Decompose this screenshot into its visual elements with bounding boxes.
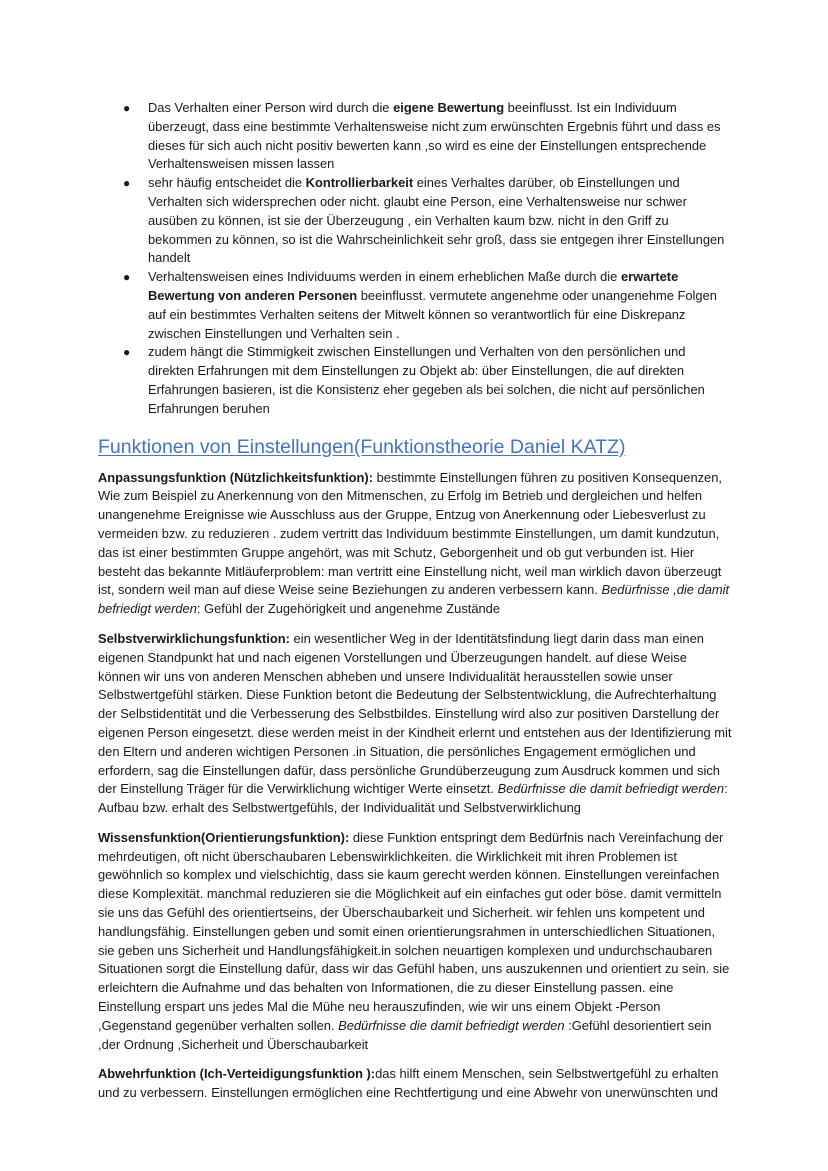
bullet-list [98, 99, 732, 419]
list-item: ● zudem hängt die Stimmigkeit zwischen Einstellungen und Verhalten von den persönlichen und direkten Erfahrungen mit dem Einstellungen zu Objekt ab: über Einstellungen, die auf direkten Erfahrungen basieren, ist die Konsistenz eher gegeben als bei solchen, die nicht auf persönlichen Erfahrungen beruhen [123, 344, 705, 416]
list-item: ● Das Verhalten einer Person wird durch die eigene Bewertung beeinflusst. Ist ein Individuum überzeugt, dass eine bestimmte Verhaltensweise nicht zum erwünschten Ergebnis führt und dass es dieses für sich auch nicht positiv bewerten kann ,so wird es eine der Einstellungen entsprechende Verhaltensweisen missen lassen [123, 100, 721, 172]
bullet-icon: ● [123, 176, 131, 191]
paragraph-abwehrfunktion: Abwehrfunktion (Ich-Verteidigungsfunktion ):das hilft einem Menschen, sein Selbstwertgefühl zu erhalten und zu verbessern. Einstellungen ermöglichen eine Rechtfertigung und eine Abwehr von unerwünschten und [98, 1066, 719, 1101]
paragraph-wissensfunktion: Wissensfunktion(Orientierungsfunktion): diese Funktion entspringt dem Bedürfnis nach Vereinfachung der mehrdeutigen, oft nicht überschaubaren Lebenswirklichkeiten. die Wirklichkeit mit ihren Problemen ist gewöhnlich so komplex und vielschichtig, dass sie kaum gerecht werden können. Einstellungen vereinfachen diese Komplexität. manchmal reduzieren sie die Möglichkeit auf ein einfaches gut oder böse. damit vermitteln sie uns das Gefühl des orientiertseins, der Überschaubarkeit und Sicherheit. wir fehlen uns kompetent und handlungsfähig. Einstellungen geben und somit einen orientierungsrahmen in unterschiedlichen Situationen, sie geben uns Sicherheit und Handlungsfähigkeit.in solchen neuartigen komplexen und undurchschaubaren Situationen sorgt die Einstellung dafür, dass wir das Gefühl haben, uns auszukennen und orientiert zu sein. sie erleichtern die Aufnahme und das behalten von Informationen, die zu dieser Einstellung passen. eine Einstellung erspart uns jedes Mal die Mühe neu herauszufinden, wie wir uns einem Objekt -Person ,Gegenstand gegenüber verhalten sollen. Bedürfnisse die damit befriedigt werden :Gefühl desorientiert sein ,der Ordnung ,Sicherheit und Überschaubarkeit [98, 829, 730, 1052]
bullet-icon: ● [123, 270, 131, 285]
bullet-icon: ● [123, 345, 131, 360]
list-item: ● Verhaltensweisen eines Individuums werden in einem erheblichen Maße durch die erwartete Bewertung von anderen Personen beeinflusst. vermutete angenehme oder unangenehme Folgen auf ein bestimmtes Verhalten seitens der Mitwelt können so verantwortlich für eine Diskrepanz zwischen Einstellungen und Verhalten sein . [123, 269, 717, 341]
list-item: ● sehr häufig entscheidet die Kontrollierbarkeit eines Verhaltes darüber, ob Einstellungen und Verhalten sich widersprechen oder nicht. glaubt eine Person, eine Verhaltensweise nur schwer ausüben zu können, ist sie der Überzeugung , ein Verhalten kaum bzw. nicht in den Griff zu bekommen zu können, so ist die Wahrscheinlichkeit sehr groß, dass sie entgegen ihrer Einstellungen handelt [123, 175, 725, 266]
bullet-icon: ● [123, 101, 131, 115]
paragraph-selbstverwirklichungsfunktion: Selbstverwirklichungsfunktion: ein wesentlicher Weg in der Identitätsfindung liegt darin dass man einen eigenen Standpunkt hat und nach eigenen Vorstellungen und Überzeugungen handelt. auf diese Weise können wir uns von anderen Menschen abheben und unsere Individualität herausstellen sowie unser Selbstwertgefühl stärken. Diese Funktion betont die Bedeutung der Selbstentwicklung, die Aufrechterhaltung der Selbstidentität und die Verbesserung des Selbstbildes. Einstellung wird also zur positiven Darstellung der eigenen Person eingesetzt. diese werden meist in der Kindheit erlernt und entstehen aus der Identifizierung mit den Eltern und anderen wichtigen Personen .in Situation, die persönliches Engagement ermöglichen und erfordern, sag die Einstellungen dafür, dass persönliche Grundüberzeugung zum Ausdruck kommen und sich der Einstellung Träger für die Verwirklichung wichtiger Werte einsetzt. Bedürfnisse die damit befriedigt werden: Aufbau bzw. erhalt des Selbstwertgefühls, der Individualität und Selbstverwirklichung [98, 630, 732, 816]
paragraph-anpassungsfunktion: Anpassungsfunktion (Nützlichkeitsfunktion): bestimmte Einstellungen führen zu positiven Konsequenzen, Wie zum Beispiel zu Anerkennung von den Mitmenschen, zu Erfolg im Betrieb und dergleichen und helfen unangenehme Ereignisse wie Ausschluss aus der Gruppe, Entzug von Anerkennung oder Liebesverlust zu vermeiden bzw. zu reduzieren . zudem vertritt das Individuum bestimmte Einstellungen, um damit kundzutun, das ist einer bestimmten Gruppe angehört, was mit Schutz, Geborgenheit und ob gut verbunden ist. Hier besteht das bekannte Mitläuferproblem: man vertritt eine Einstellung nicht, weil man wirklich davon überzeugt ist, sondern weil man auf diese Weise seine Beziehungen zu anderen verbessern kann. Bedürfnisse ,die damit befriedigt werden: Gefühl der Zugehörigkeit und angenehme Zustände [98, 469, 730, 617]
section-heading: Funktionen von Einstellungen(Funktionstheorie Daniel KATZ) [98, 435, 626, 458]
